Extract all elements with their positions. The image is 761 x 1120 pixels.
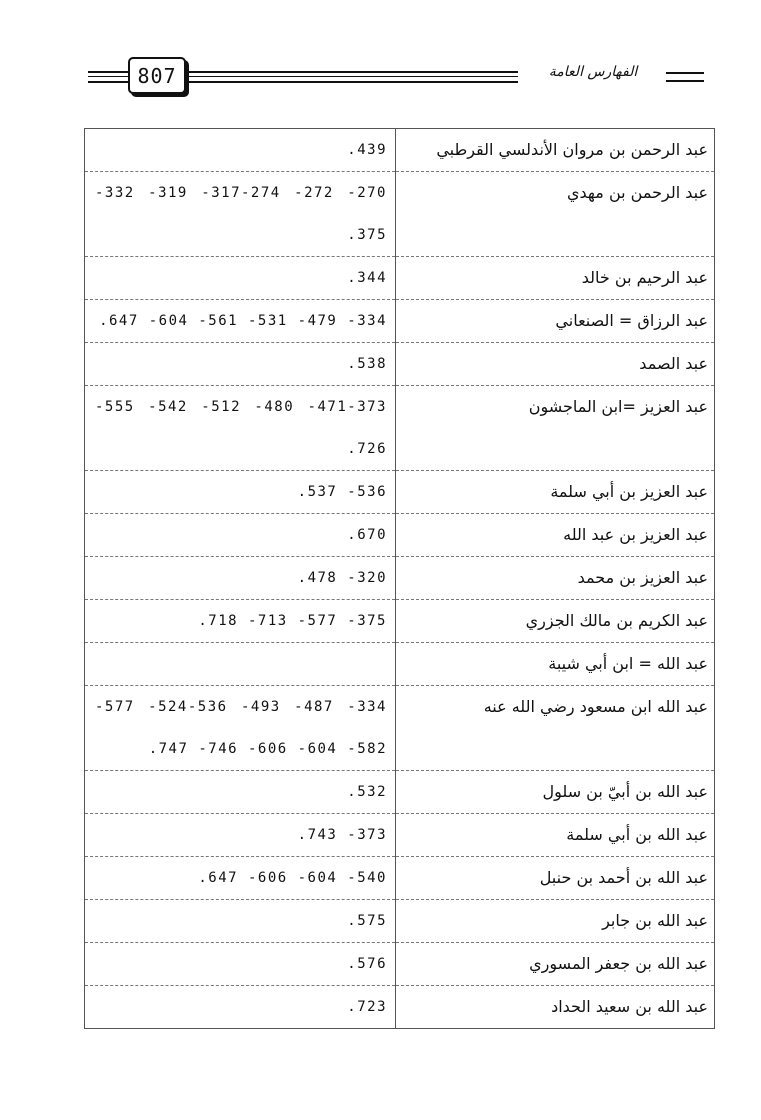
index-row (85, 600, 715, 643)
page-references (85, 557, 396, 600)
page-header (0, 0, 761, 110)
index-row (85, 471, 715, 514)
index-row (85, 129, 715, 172)
page-reference-line: -577 -524-536 -493 -487 -334 (95, 699, 387, 715)
page-references (85, 600, 396, 643)
index-row (85, 943, 715, 986)
page-reference-line (85, 643, 395, 685)
page-reference-line: .538 (347, 356, 387, 372)
page-references (85, 172, 396, 257)
page-references (85, 771, 396, 814)
header-rule-right (666, 80, 704, 82)
page-reference-line: .670 (347, 527, 387, 543)
index-row (85, 557, 715, 600)
page-references (85, 857, 396, 900)
page-reference-line: .575 (347, 913, 387, 929)
page-references (85, 257, 396, 300)
index-table (84, 128, 715, 1029)
header-rule-right (666, 72, 704, 74)
entry-name: عبد الصمد (396, 343, 715, 386)
page-references (85, 514, 396, 557)
page-reference-line: .532 (347, 784, 387, 800)
entry-name: عبد الله ابن مسعود رضي الله عنه (396, 686, 715, 771)
entry-name: عبد العزيز =ابن الماجشون (396, 386, 715, 471)
index-row (85, 857, 715, 900)
entry-name: عبد الرحمن بن مهدي (396, 172, 715, 257)
page-reference-line: .537 -536 (297, 484, 387, 500)
page-references (85, 129, 396, 172)
entry-name: عبد الرحمن بن مروان الأندلسي القرطبي (396, 129, 715, 172)
entry-name: عبد الله بن أحمد بن حنبل (396, 857, 715, 900)
index-row (85, 172, 715, 257)
entry-name: عبد العزيز بن أبي سلمة (396, 471, 715, 514)
entry-name: عبد الرحيم بن خالد (396, 257, 715, 300)
page-references (85, 471, 396, 514)
page-reference-line: .647 -606 -604 -540 (198, 870, 387, 886)
entry-name: عبد العزيز بن محمد (396, 557, 715, 600)
index-row (85, 386, 715, 471)
page-number: 807 (128, 57, 186, 94)
entry-name: عبد الله بن أبيّ بن سلول (396, 771, 715, 814)
page-references (85, 343, 396, 386)
page-references (85, 300, 396, 343)
index-row (85, 686, 715, 771)
page-references (85, 986, 396, 1029)
page-reference-line: .743 -373 (297, 827, 387, 843)
index-row (85, 514, 715, 557)
page-reference-line: .576 (347, 956, 387, 972)
running-title: الفهارس العامة (548, 64, 638, 80)
entry-name: عبد الله = ابن أبي شيبة (396, 643, 715, 686)
index-row (85, 771, 715, 814)
page-reference-line: .439 (347, 142, 387, 158)
page-references (85, 386, 396, 471)
page-reference-line: .647 -604 -561 -531 -479 -334 (99, 313, 387, 329)
page-reference-line: .747 -746 -606 -604 -582 (148, 741, 387, 757)
page-reference-line: .478 -320 (297, 570, 387, 586)
entry-name: عبد الكريم بن مالك الجزري (396, 600, 715, 643)
entry-name: عبد الله بن جعفر المسوري (396, 943, 715, 986)
index-row (85, 257, 715, 300)
page-reference-line: .344 (347, 270, 387, 286)
page-reference-line: .723 (347, 999, 387, 1015)
entry-name: عبد العزيز بن عبد الله (396, 514, 715, 557)
index-body (85, 129, 715, 1029)
page-reference-line: -332 -319 -317-274 -272 -270 (95, 185, 387, 201)
index-row (85, 900, 715, 943)
entry-name: عبد الله بن أبي سلمة (396, 814, 715, 857)
page-reference-line: .375 (347, 227, 387, 243)
page-references (85, 643, 396, 686)
index-row (85, 986, 715, 1029)
page-references (85, 814, 396, 857)
page-references (85, 900, 396, 943)
entry-name: عبد الله بن سعيد الحداد (396, 986, 715, 1029)
index-row (85, 300, 715, 343)
entry-name: عبد الرزاق = الصنعاني (396, 300, 715, 343)
page-reference-line: -555 -542 -512 -480 -471-373 (95, 399, 387, 415)
page-reference-line: .718 -713 -577 -375 (198, 613, 387, 629)
page-reference-line: .726 (347, 441, 387, 457)
page-references (85, 943, 396, 986)
index-row (85, 643, 715, 686)
entry-name: عبد الله بن جابر (396, 900, 715, 943)
page-references (85, 686, 396, 771)
index-row (85, 343, 715, 386)
index-row (85, 814, 715, 857)
